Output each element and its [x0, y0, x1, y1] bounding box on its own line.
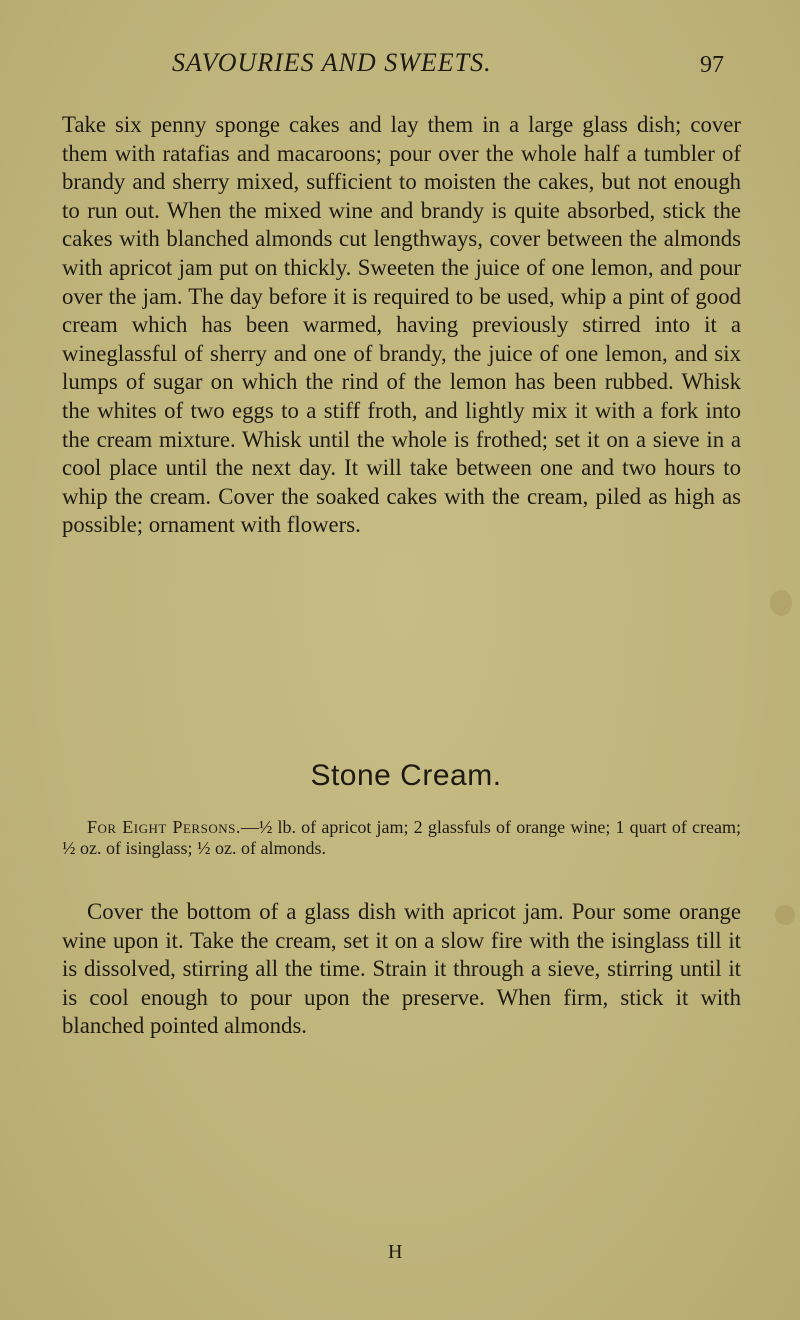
section-title: Stone Cream. — [310, 759, 502, 792]
signature-mark: H — [388, 1241, 403, 1263]
ingredients-list — [62, 817, 741, 859]
running-title: SAVOURIES AND SWEETS. — [172, 48, 492, 77]
ingredients-lead: For Eight Persons. — [87, 817, 241, 837]
running-head — [0, 46, 800, 86]
recipe-paragraph: Take six penny sponge cakes and lay them in a large glass dish; cover them with ratafias and macaroons; pour over the whole half a tumbler of brandy and sherry mixed, sufficient to moisten the cakes, but not enough to run out. When the mixed wine and brandy is quite absorbed, stick the cakes with blanched almonds cut lengthways, cover between the almonds with apricot jam put on thickly. Sweeten the juice of one lemon, and pour over the jam. The day before it is required to be used, whip a pint of good cream which has been warmed, having previously stirred into it a wineglassful of sherry and one of brandy, the juice of one lemon, and six lumps of sugar on which the rind of the lemon has been rubbed. Whisk the whites of two eggs to a stiff froth, and lightly mix it with a fork into the cream mixture. Whisk until the whole is frothed; set it on a sieve in a cool place until the next day. It will take between one and two hours to whip the cream. Cover the soaked cakes with the cream, piled as high as possible; ornament with flowers. — [62, 112, 741, 538]
foxing-spot — [775, 905, 795, 925]
ingredients-text: —½ lb. of apricot jam; 2 glassfuls of orange wine; 1 quart of cream; ½ oz. of isinglass; ½ oz. of almonds. — [62, 817, 741, 858]
method-paragraph: Cover the bottom of a glass dish with apricot jam. Pour some orange wine upon it. Take the cream, set it on a slow fire with the isinglass till it is dissolved, stirring all the time. Strain it through a sieve, stirring until it is cool enough to pour upon the preserve. When firm, stick it with blanched pointed almonds. — [62, 899, 741, 1039]
foxing-spot — [770, 590, 792, 616]
page-number: 97 — [700, 52, 724, 78]
